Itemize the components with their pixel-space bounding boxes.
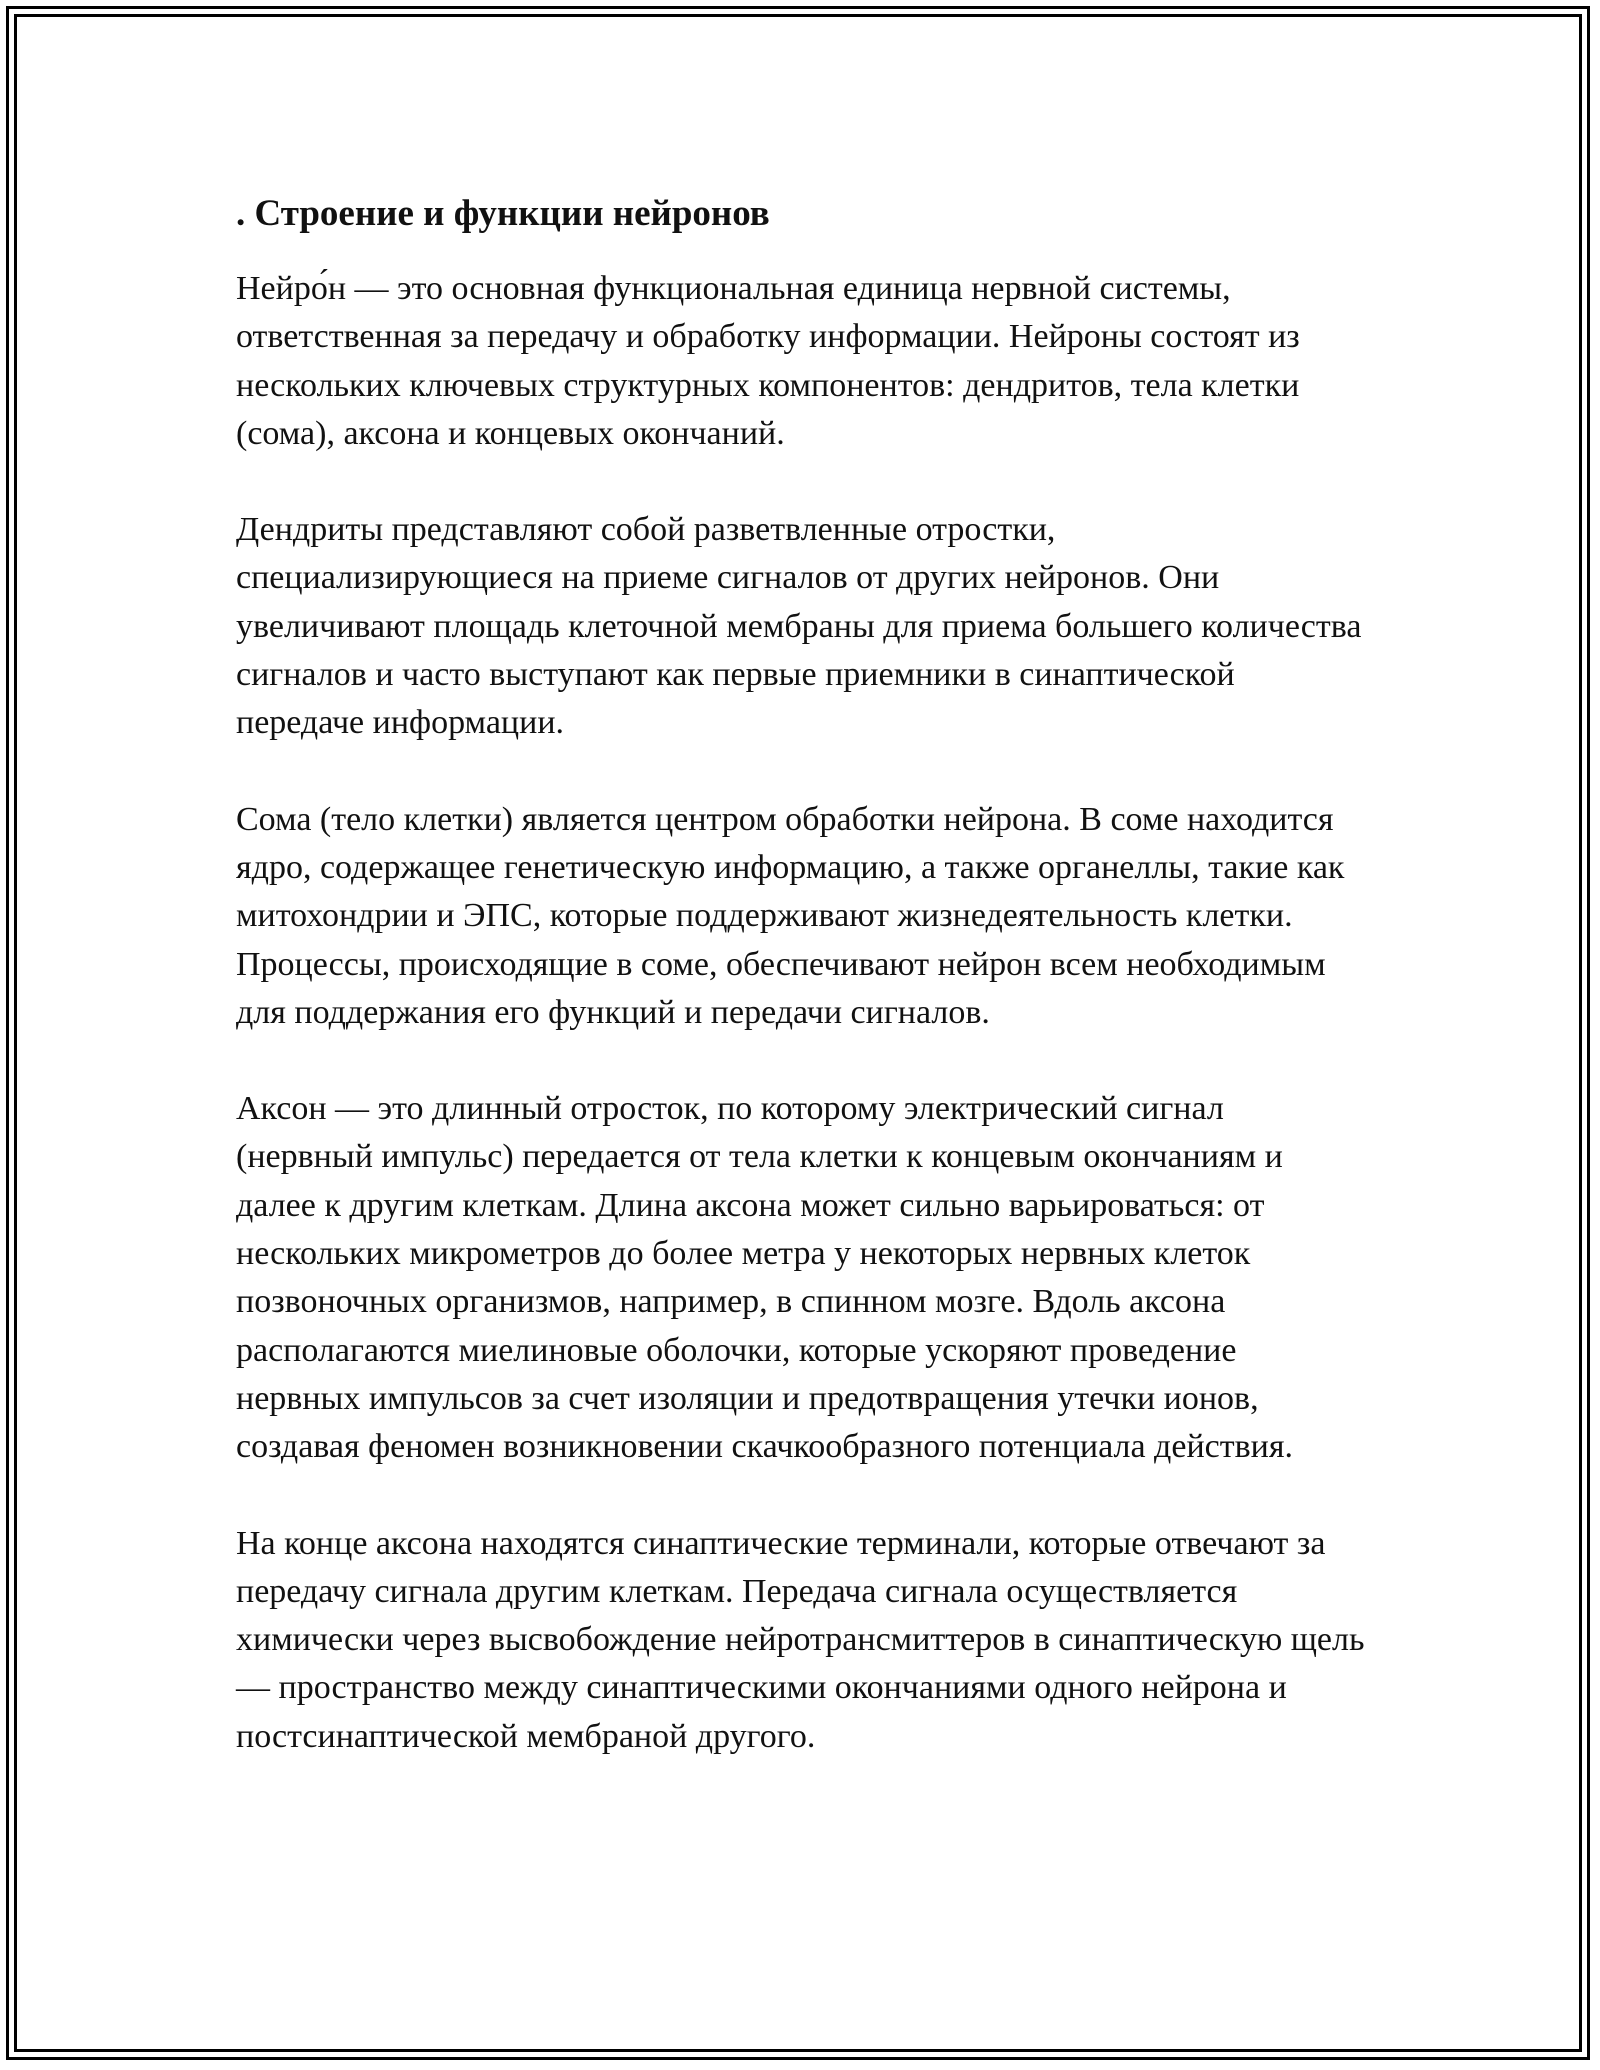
paragraph-neuron-intro: Нейро́н — это основная функциональная единица нервной системы, ответственная за передачу и обработку информации. Нейроны состоят из нескольких ключевых структурных компонентов: дендритов, тела клетки (сома), аксона и концевых окончаний. <box>236 270 1300 452</box>
document-body <box>236 183 1386 1809</box>
document-title: . Строение и функции нейронов <box>236 193 770 234</box>
paragraph-soma: Сома (тело клетки) является центром обработки нейрона. В соме находится ядро, содержащее генетическую информацию, а также органеллы, такие как митохондрии и ЭПС, которые поддерживают жизнедеятельность клетки. Процессы, происходящие в соме, обеспечивают нейрон всем необходимым для поддержания его функций и передачи сигналов. <box>236 800 1345 1031</box>
paragraph-dendrites: Дендриты представляют собой разветвленные отростки, специализирующиеся на приеме сигналов от других нейронов. Они увеличивают площадь клеточной мембраны для приема большего количества сигналов и часто выступают как первые приемники в синаптической передаче информации. <box>236 511 1362 742</box>
paragraph-axon: Аксон — это длинный отросток, по которому электрический сигнал (нервный импульс) передается от тела клетки к концевым окончаниям и далее к другим клеткам. Длина аксона может сильно варьироваться: от нескольких микрометров до более метра у некоторых нервных клеток позвоночных организмов, например, в спинном мозге. Вдоль аксона располагаются миелиновые оболочки, которые ускоряют проведение нервных импульсов за счет изоляции и предотвращения утечки ионов, создавая феномен возникновении скачкообразного потенциала действия. <box>236 1090 1293 1466</box>
paragraph-synaptic-terminals: На конце аксона находятся синаптические терминали, которые отвечают за передачу сигнала другим клеткам. Передача сигнала осуществляется химически через высвобождение нейротрансмиттеров в синаптическую щель — пространство между синаптическими окончаниями одного нейрона и постсинаптической мембраной другого. <box>236 1524 1365 1755</box>
